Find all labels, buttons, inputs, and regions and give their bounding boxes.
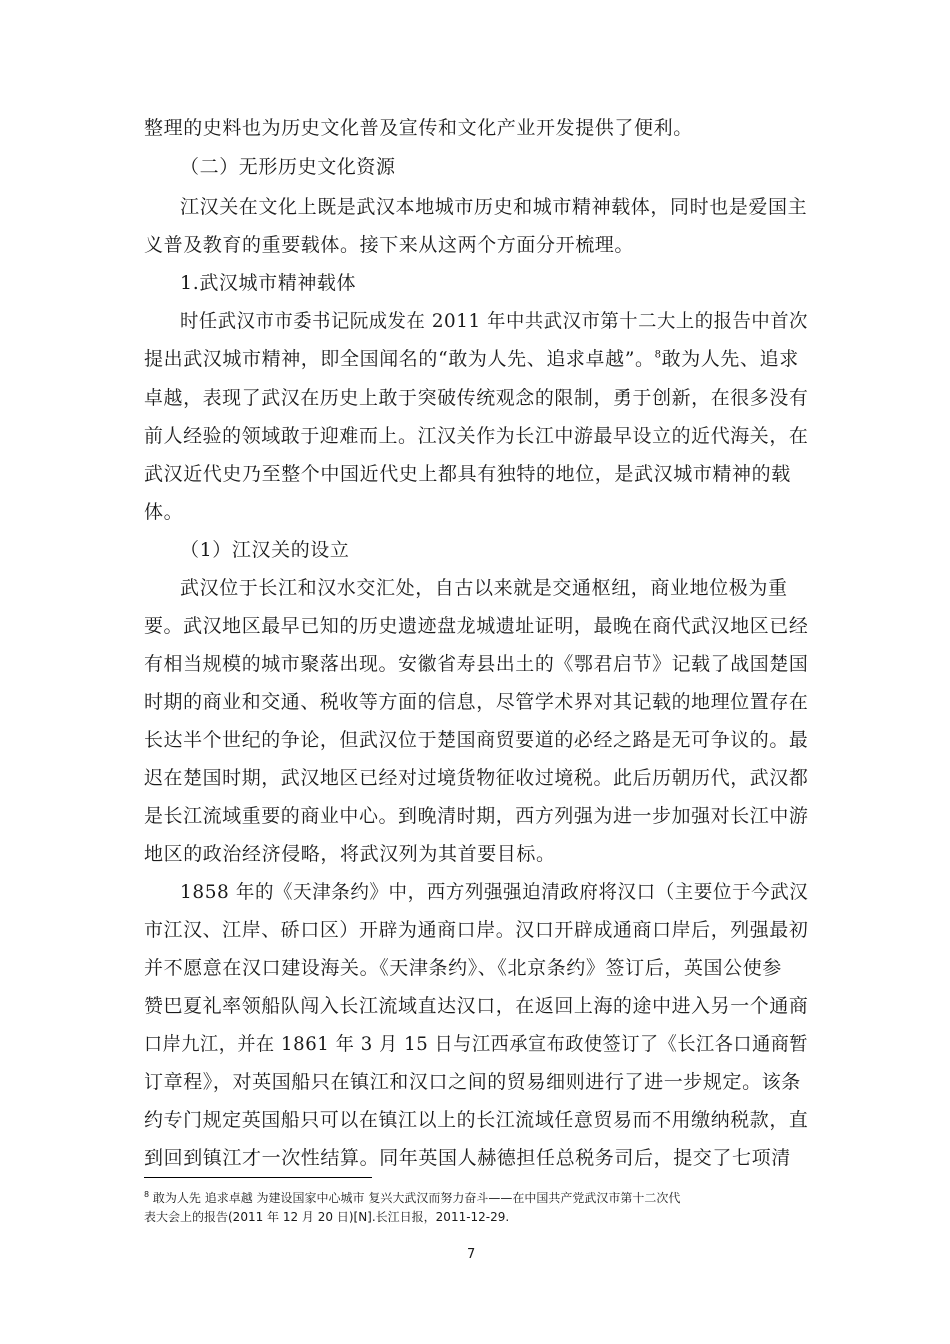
paragraph-text: 提出武汉城市精神，即全国闻名的“敢为人先、追求卓越”。 [144,348,655,370]
paragraph-line: 武汉位于长江和汉水交汇处，自古以来就是交通枢纽，商业地位极为重 [180,577,788,599]
subsection-heading: （1）江汉关的设立 [180,539,350,561]
paragraph-line: 整理的史料也为历史文化普及宣传和文化产业开发提供了便利。 [144,117,693,139]
paragraph-line: 时期的商业和交通、税收等方面的信息，尽管学术界对其记载的地理位置存在 [144,691,809,713]
footnote-text: 敢为人先 追求卓越 为建设国家中心城市 复兴大武汉而努力奋斗——在中国共产党武汉市第十二次代 [152,1191,681,1205]
subsection-heading: 1.武汉城市精神载体 [180,272,357,294]
paragraph-line: 口岸九江，并在 1861 年 3 月 15 日与江西承宣布政使签订了《长江各口通商暂 [144,1033,809,1055]
paragraph-line: 并不愿意在汉口建设海关。《天津条约》、《北京条约》签订后，英国公使参 [144,957,782,979]
paragraph-line: 迟在楚国时期，武汉地区已经对过境货物征收过境税。此后历朝历代，武汉都 [144,767,809,789]
paragraph-line [144,347,799,371]
paragraph-line: 体。 [144,501,184,523]
paragraph-line: 要。武汉地区最早已知的历史遗迹盘龙城遗址证明，最晚在商代武汉地区已经 [144,615,809,637]
page-number: 7 [467,1247,476,1262]
paragraph-line: 江汉关在文化上既是武汉本地城市历史和城市精神载体，同时也是爱国主 [180,196,808,218]
paragraph-line: 是长江流域重要的商业中心。到晚清时期，西方列强为进一步加强对长江中游 [144,805,809,827]
paragraph-line: 地区的政治经济侵略，将武汉列为其首要目标。 [144,843,556,865]
paragraph-line: 前人经验的领域敢于迎难而上。江汉关作为长江中游最早设立的近代海关，在 [144,425,809,447]
paragraph-line: 1858 年的《天津条约》中，西方列强强迫清政府将汉口（主要位于今武汉 [180,881,809,903]
paragraph-line: 有相当规模的城市聚落出现。安徽省寿县出土的《鄂君启节》记载了战国楚国 [144,653,809,675]
footnote-reference[interactable]: 8 [654,349,662,361]
paragraph-line: 武汉近代史乃至整个中国近代史上都具有独特的地位，是武汉城市精神的载 [144,463,791,485]
paragraph-line: 市江汉、江岸、硚口区）开辟为通商口岸。汉口开辟成通商口岸后，列强最初 [144,919,809,941]
paragraph-line: 到回到镇江才一次性结算。同年英国人赫德担任总税务司后，提交了七项清 [144,1147,791,1169]
footnote [144,1190,680,1206]
paragraph-text: 敢为人先、追求 [661,348,799,370]
paragraph-line: 订章程》，对英国船只在镇江和汉口之间的贸易细则进行了进一步规定。该条 [144,1071,801,1093]
paragraph-line: 卓越，表现了武汉在历史上敢于突破传统观念的限制，勇于创新，在很多没有 [144,387,809,409]
paragraph-line: 约专门规定英国船只可以在镇江以上的长江流域任意贸易而不用缴纳税款，直 [144,1109,809,1131]
paragraph-line: 时任武汉市市委书记阮成发在 2011 年中共武汉市第十二大上的报告中首次 [180,310,809,332]
paragraph-line: 义普及教育的重要载体。接下来从这两个方面分开梳理。 [144,234,635,256]
footnote-number: 8 [144,1190,150,1199]
paragraph-line: 赞巴夏礼率领船队闯入长江流域直达汉口，在返回上海的途中进入另一个通商 [144,995,809,1017]
footnote-separator [144,1177,372,1178]
footnote-continuation: 表大会上的报告(2011 年 12 月 20 日)[N].长江日报，2011-12-29. [144,1210,510,1224]
section-heading: （二）无形历史文化资源 [180,156,396,178]
paragraph-line: 长达半个世纪的争论，但武汉位于楚国商贸要道的必经之路是无可争议的。最 [144,729,809,751]
